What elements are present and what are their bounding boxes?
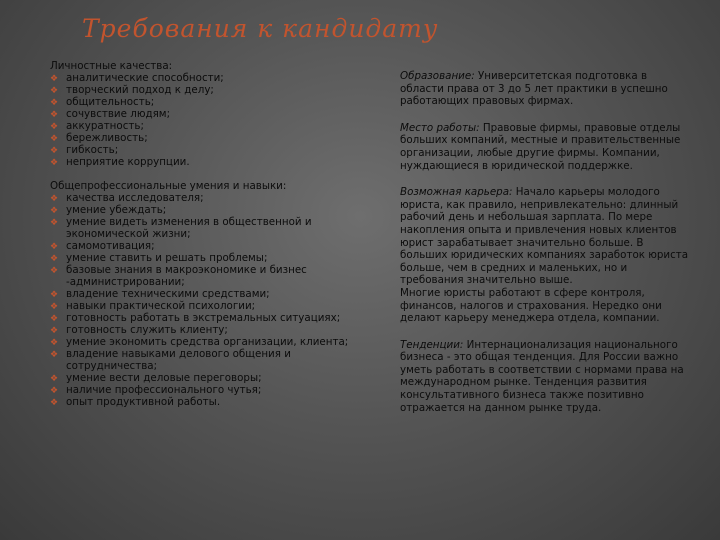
list-item bbox=[50, 384, 360, 396]
diamond-bullet-icon: ❖ bbox=[50, 74, 59, 84]
list-item bbox=[50, 96, 360, 108]
education-text: Университетская подготовка в области права от 3 до 5 лет практики в успешно работающих правовых фирмах. bbox=[400, 70, 668, 108]
diamond-bullet-icon: ❖ bbox=[50, 266, 59, 276]
skills-list bbox=[50, 192, 360, 408]
list-item-text: готовность служить клиенту; bbox=[66, 324, 228, 336]
diamond-bullet-icon: ❖ bbox=[50, 302, 59, 312]
list-item bbox=[50, 396, 360, 408]
list-item bbox=[50, 108, 360, 120]
list-item bbox=[50, 144, 360, 156]
skills-heading: Общепрофессиональные умения и навыки: bbox=[50, 180, 287, 192]
list-item bbox=[50, 324, 360, 336]
list-item bbox=[50, 120, 360, 132]
list-item bbox=[50, 132, 360, 144]
list-item bbox=[50, 240, 360, 252]
list-item-text: готовность работать в экстремальных ситуациях; bbox=[66, 312, 341, 324]
list-item-text: самомотивация; bbox=[66, 240, 155, 252]
diamond-bullet-icon: ❖ bbox=[50, 122, 59, 132]
diamond-bullet-icon: ❖ bbox=[50, 134, 59, 144]
trends-text: Интернационализация национального бизнеса - это общая тенденция. Для России важно уметь работать в соответствии с нормами права на международном рынке. Тенденция развития консультативного бизнеса также позитивно отражается на данном рынке труда. bbox=[400, 338, 684, 414]
diamond-bullet-icon: ❖ bbox=[50, 350, 59, 360]
list-item-text: умение убеждать; bbox=[66, 204, 167, 216]
diamond-bullet-icon: ❖ bbox=[50, 326, 59, 336]
workplace-label: Место работы: bbox=[400, 121, 480, 134]
diamond-bullet-icon: ❖ bbox=[50, 158, 59, 168]
list-item bbox=[50, 288, 360, 300]
list-item bbox=[50, 216, 360, 240]
diamond-bullet-icon: ❖ bbox=[50, 194, 59, 204]
diamond-bullet-icon: ❖ bbox=[50, 398, 59, 408]
list-item bbox=[50, 192, 360, 204]
list-item-text: неприятие коррупции. bbox=[66, 156, 190, 168]
list-item-text: умение вести деловые переговоры; bbox=[66, 372, 262, 384]
diamond-bullet-icon: ❖ bbox=[50, 146, 59, 156]
career-text-2: Многие юристы работают в сфере контроля, финансов, налогов и страхования. Нередко они делают карьеру менеджера отдела, компании. bbox=[400, 286, 662, 325]
left-column bbox=[50, 60, 360, 408]
list-item bbox=[50, 264, 360, 288]
career-label: Возможная карьера: bbox=[400, 186, 513, 199]
diamond-bullet-icon: ❖ bbox=[50, 98, 59, 108]
list-item bbox=[50, 336, 360, 348]
list-item-text: умение видеть изменения в общественной и экономической жизни; bbox=[66, 216, 312, 240]
diamond-bullet-icon: ❖ bbox=[50, 242, 59, 252]
education-label: Образование: bbox=[400, 70, 475, 82]
list-item-text: бережливость; bbox=[66, 132, 148, 144]
diamond-bullet-icon: ❖ bbox=[50, 206, 59, 216]
career-block bbox=[400, 186, 690, 325]
diamond-bullet-icon: ❖ bbox=[50, 86, 59, 96]
page-title: Требования к кандидату bbox=[82, 14, 439, 43]
list-item-text: умение ставить и решать проблемы; bbox=[66, 252, 268, 264]
list-item-text: опыт продуктивной работы. bbox=[66, 396, 221, 408]
personal-qualities-list bbox=[50, 72, 360, 168]
list-item-text: качества исследователя; bbox=[66, 192, 204, 204]
list-item bbox=[50, 156, 360, 168]
list-item bbox=[50, 252, 360, 264]
list-item-text: гибкость; bbox=[66, 144, 119, 156]
diamond-bullet-icon: ❖ bbox=[50, 110, 59, 120]
list-item bbox=[50, 84, 360, 96]
list-item bbox=[50, 312, 360, 324]
trends-block bbox=[400, 339, 690, 415]
trends-label: Тенденции: bbox=[400, 338, 464, 351]
list-item-text: наличие профессионального чутья; bbox=[66, 384, 262, 396]
personal-qualities-heading: Личностные качества: bbox=[50, 60, 173, 72]
list-item-text: сочувствие людям; bbox=[66, 108, 171, 120]
diamond-bullet-icon: ❖ bbox=[50, 290, 59, 300]
list-item-text: аккуратность; bbox=[66, 120, 144, 132]
diamond-bullet-icon: ❖ bbox=[50, 314, 59, 324]
list-item bbox=[50, 300, 360, 312]
diamond-bullet-icon: ❖ bbox=[50, 386, 59, 396]
list-item-text: владение навыками делового общения и сотрудничества; bbox=[66, 348, 291, 372]
list-item-text: владение техническими средствами; bbox=[66, 288, 270, 300]
list-item bbox=[50, 348, 360, 372]
education-block bbox=[400, 70, 690, 108]
list-item bbox=[50, 72, 360, 84]
diamond-bullet-icon: ❖ bbox=[50, 254, 59, 264]
diamond-bullet-icon: ❖ bbox=[50, 374, 59, 384]
workplace-block bbox=[400, 122, 690, 172]
diamond-bullet-icon: ❖ bbox=[50, 218, 59, 228]
list-item-text: базовые знания в макроэкономике и бизнес -администрировании; bbox=[66, 264, 307, 288]
right-column bbox=[400, 70, 690, 428]
career-text: Начало карьеры молодого юриста, как правило, непривлекательно: длинный рабочий день и небольшая зарплата. По мере накопления опыта и привлечения новых клиентов юрист зарабатывает значительно больше. В больших юридических компаниях заработок юриста больше, чем в средних и маленьких, но и требования значительно выше. bbox=[400, 186, 689, 287]
list-item-text: навыки практической психологии; bbox=[66, 300, 256, 312]
list-item bbox=[50, 204, 360, 216]
list-item-text: общительность; bbox=[66, 96, 155, 108]
workplace-text: Правовые фирмы, правовые отделы больших компаний, местные и правительственные организации, любые другие фирмы. Компании, нуждающиеся в юридической поддержке. bbox=[400, 121, 681, 172]
list-item-text: умение экономить средства организации, клиента; bbox=[66, 336, 349, 348]
diamond-bullet-icon: ❖ bbox=[50, 338, 59, 348]
list-item-text: аналитические способности; bbox=[66, 72, 224, 84]
list-item bbox=[50, 372, 360, 384]
list-item-text: творческий подход к делу; bbox=[66, 84, 214, 96]
